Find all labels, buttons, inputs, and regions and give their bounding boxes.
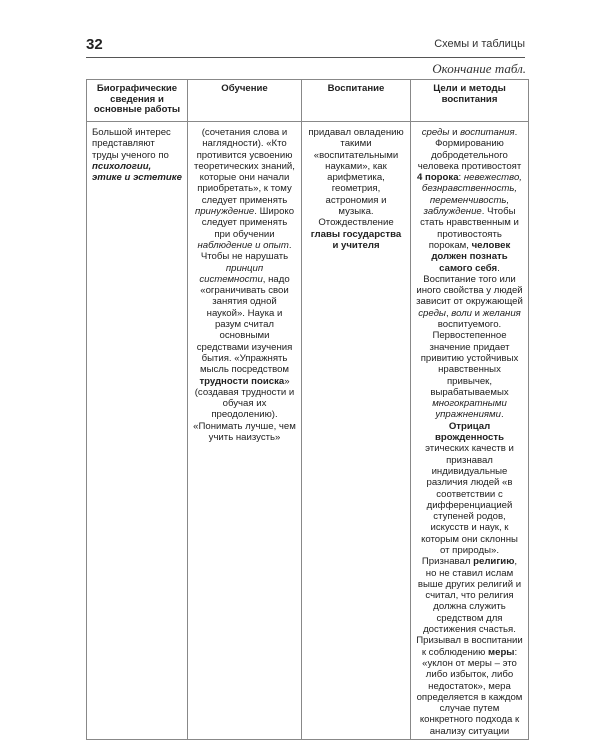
column-header-education: Обучение [188,80,302,122]
data-table [86,79,529,740]
upbringing-text: придавал овладению такими «воспитательными науками», как арифметика, геометрия, астрономия и музыка. Отождествление главы государства и учителя [308,127,404,251]
education-text: (сочетания слова и наглядности). «Кто противится усвоению теоретических знаний, которые они начали приобретать», к тому следует применять принуждение. Широко следует применять при обучении наблюдение и опыт. Чтобы не нарушать принцип системности, надо «ограничивать свои занятия одной наукой». Наука и разум считал основными средствами изучения бытия. «Упражнять мысль посредством трудности поиска» (создавая трудности и обучая их преодолению). «Понимать лучше, чем учить наизусть» [193,127,296,444]
cell-goals-methods [411,122,529,740]
biography-text: Большой интерес представляют труды ученого по [92,127,171,161]
column-header-upbringing: Воспитание [302,80,411,122]
cell-biography [87,122,188,740]
table-header-row [87,80,529,122]
column-header-biography: Биографические сведения и основные работы [87,80,188,122]
cell-upbringing [302,122,411,740]
page-number: 32 [86,36,103,53]
header-rule [86,57,525,58]
running-head: Схемы и таблицы [434,38,525,50]
cell-education [188,122,302,740]
table-caption: Окончание табл. [432,61,526,76]
table-row [87,122,529,740]
biography-highlight: психологии, этике и эстетике [92,160,182,184]
column-header-goals-methods: Цели и методы воспитания [411,80,529,122]
goals-methods-text: среды и воспитания. Формированию добродетельного человека противостоят 4 порока: невежество, безнравственность, переменчивость, заблуждение. Чтобы стать нравственным и противостоять порокам, человек должен познать самого себя. Воспитание того или иного свойства у людей зависит от окружающей среды, воли и желания воспитуемого. Первостепенное значение придает привитию устойчивых нравственных привычек, вырабатываемых многократными упражнениями. Отрицал врожденность этических качеств и признавал индивидуальные различия людей «в соответствии с дифференциацией ступеней родов, искусств и наук, к которым они склонны от природы». Признавал религию, но не ставил ислам выше других религий и считал, что религия должна служить средством для достижения счастья. Призывал в воспитании к соблюдению меры: «уклон от меры – это либо избыток, либо недостаток», мера определяется в каждом случае путем конкретного подхода к анализу ситуации [416,127,523,737]
